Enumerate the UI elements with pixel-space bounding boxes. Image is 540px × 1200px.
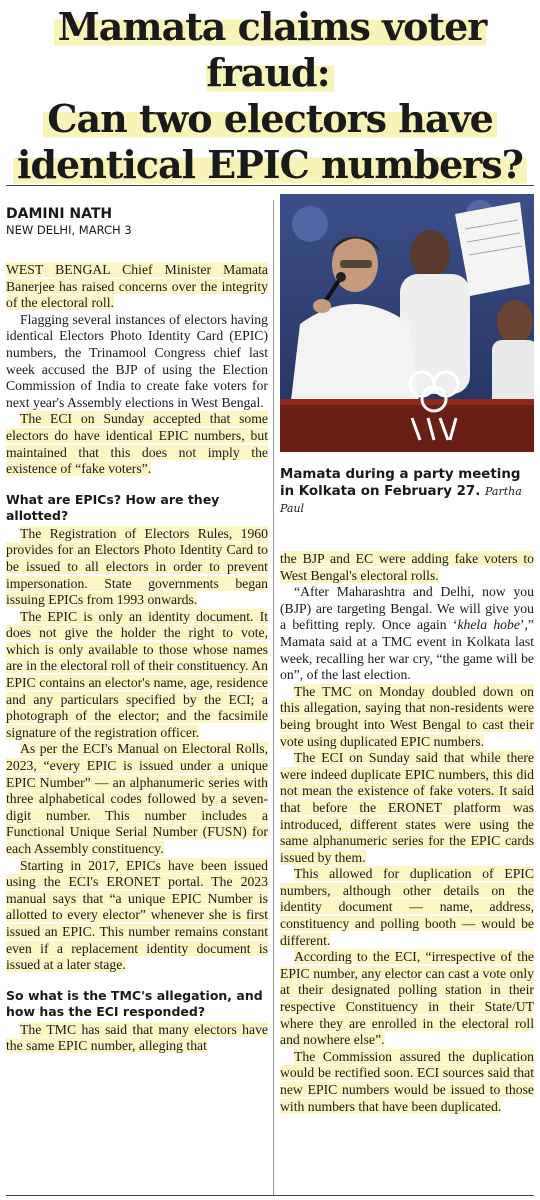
paragraph-7-text: Starting in 2017, EPICs have been issued using the ECI's ERONET portal. The 2023 manual says that “a unique EPIC Number is allotted to every elector” whenever she is first issued an EPIC. This number remains constant even if a replacement identity document is issued at a later stage. (6, 857, 268, 973)
author-name: DAMINI NATH (6, 206, 113, 222)
paragraph-10 (280, 684, 534, 750)
paragraph-13-text: According to the ECI, “irrespective of the EPIC number, any elector can cast a vote only at their designated polling station in their respective Constituency in their State/UT where they are enrolled in the electoral roll and nowhere else”. (280, 949, 534, 1048)
paragraph-11-text: The ECI on Sunday said that while there were indeed duplicate EPIC numbers, this did not mean the existence of fake voters. It said that before the ERONET platform was introduced, different states were using the same alphanumeric series for the EPIC cards issued by them. (280, 750, 534, 865)
photo-caption (280, 466, 534, 517)
khela-hobe-phrase: khela hobe (457, 617, 520, 633)
paragraph-8-continued (280, 551, 534, 584)
paragraph-12-text: This allowed for duplication of EPIC numbers, although other details on the identity document — name, address, constituency and polling booth — would be different. (280, 866, 534, 948)
left-column (6, 262, 268, 1055)
paragraph-10-text: The TMC on Monday doubled down on this allegation, saying that non-residents were being brought into West Bengal to cast their vote using duplicated EPIC numbers. (280, 683, 534, 749)
paragraph-12 (280, 866, 534, 949)
paragraph-11 (280, 750, 534, 866)
paragraph-14-text: The Commission assured the duplication would be rectified soon. ECI sources said that new EPIC numbers would be issued to those with numbers that have been duplicated. (280, 1048, 534, 1114)
paragraph-8 (6, 1022, 268, 1055)
bottom-rule (6, 1195, 534, 1196)
paragraph-5 (6, 609, 268, 742)
paragraph-2: Flagging several instances of electors having identical Electors Photo Identity Card (EPIC) numbers, the Trinamool Congress chief last week accused the BJP of using the Election Commission of India to create fake voters for next year's Assembly elections in West Bengal. (6, 311, 268, 410)
paragraph-1 (6, 262, 268, 312)
headline-rule (6, 185, 534, 186)
paragraph-4-text: The Registration of Electors Rules, 1960 provides for an Electors Photo Identity Card to be issued to all electors in order to prevent impersonation. State governments began issuing EPICs from 1993 onwards. (6, 525, 268, 608)
paragraph-7 (6, 858, 268, 974)
headline (8, 4, 532, 188)
article-photo (280, 194, 534, 452)
paragraph-3-text: The ECI on Sunday accepted that some electors do have identical EPIC numbers, but maintained that this does not imply the existence of “fake voters”. (6, 411, 268, 477)
paragraph-13 (280, 949, 534, 1049)
byline (6, 206, 132, 238)
paragraph-3 (6, 411, 268, 477)
paragraph-1-text: WEST BENGAL Chief Minister Mamata Banerjee has raised concerns over the integrity of the electoral roll. (6, 262, 268, 311)
caption-text: Mamata during a party meeting in Kolkata on February 27. (280, 467, 521, 499)
paragraph-5-text: The EPIC is only an identity document. It does not give the holder the right to vote, which is only available to those whose names are in the electoral roll of their constituency. An EPIC contains an elector's name, age, residence and any particulars specified by the ECI; a photograph of the elector; and the facsimile signature of the registration officer. (6, 608, 268, 740)
paragraph-4 (6, 526, 268, 609)
dateline: NEW DELHI, MARCH 3 (6, 223, 132, 237)
paragraph-8-text: The TMC has said that many electors have the same EPIC number, alleging that (6, 1021, 268, 1054)
paragraph-8-continued-text: the BJP and EC were adding fake voters to West Bengal's electoral rolls. (280, 551, 534, 583)
headline-line-1: Mamata claims voter fraud: (54, 4, 487, 95)
paragraph-9 (280, 584, 534, 684)
paragraph-9-part-c: ’,” Mamata said at a TMC event in Kolkata last week, recalling her war cry, “the game will be on”, of the last election. (280, 617, 534, 683)
column-separator (273, 200, 274, 1195)
right-column (280, 551, 534, 1115)
paragraph-14 (280, 1049, 534, 1115)
paragraph-6 (6, 741, 268, 857)
headline-line-3: identical EPIC numbers? (13, 142, 527, 187)
photo-credit: Partha Paul (280, 485, 522, 515)
headline-line-2: Can two electors have (43, 96, 497, 141)
paragraph-6-text: As per the ECI's Manual on Electoral Rolls, 2023, “every EPIC is issued under a unique EPIC Number” — an alphanumeric series with three alphabetical codes followed by a seven-digit number. This number includes a Functional Unique Serial Number (FUSN) for each Assembly constituency. (6, 741, 268, 856)
subhead-2: So what is the TMC's allegation, and how has the ECI responded? (6, 987, 263, 1019)
paragraph-9-part-a: “After Maharashtra and Delhi, now you (BJP) are targeting Bengal. We will give you a befitting reply. Once again ‘ (280, 584, 534, 633)
subhead-1: What are EPICs? How are they allotted? (6, 491, 220, 523)
photo-illustration (280, 194, 534, 452)
